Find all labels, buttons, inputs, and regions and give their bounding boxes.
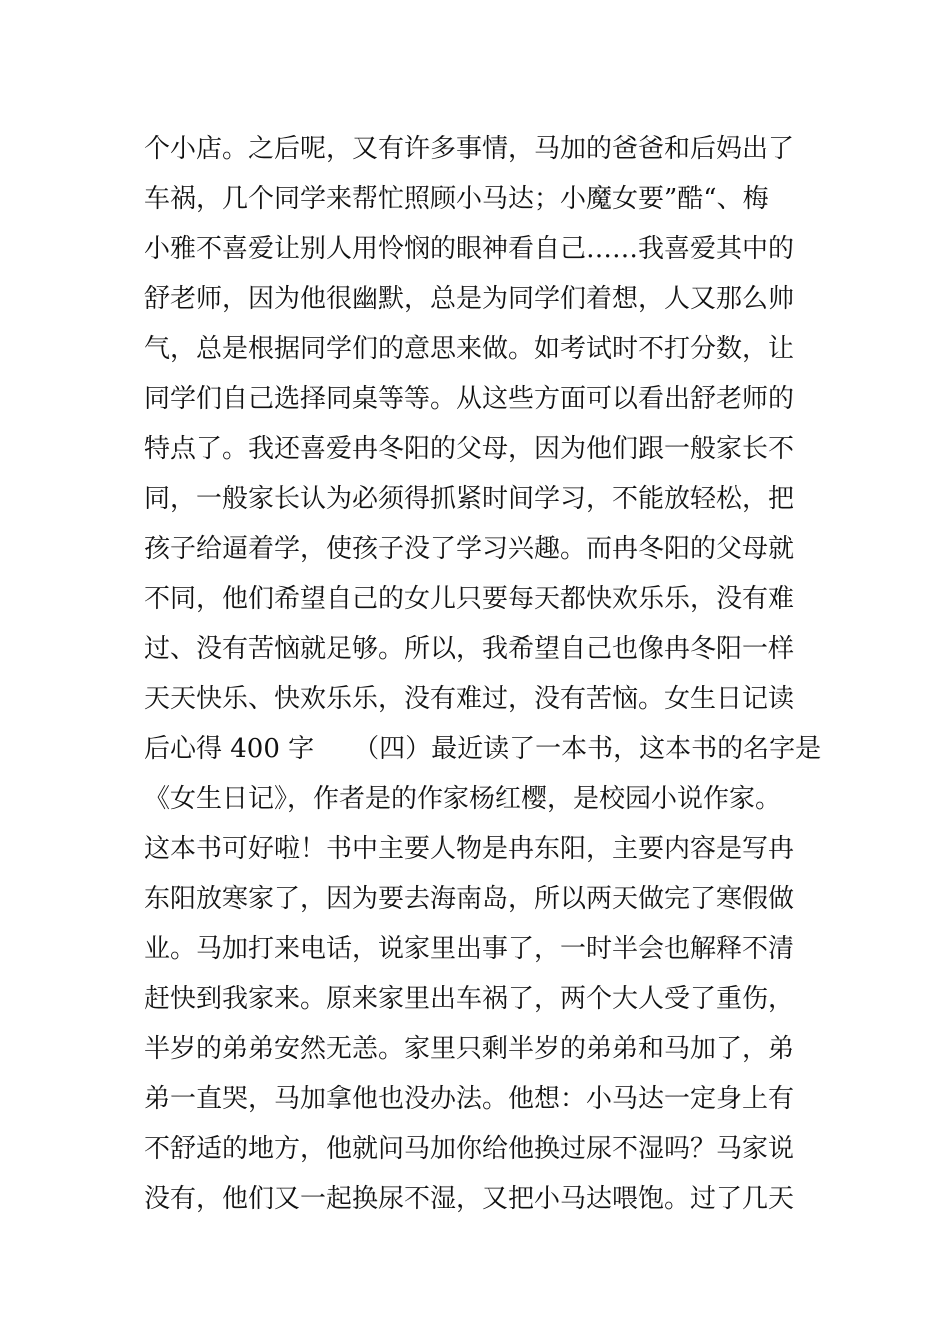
text-line-18: 赶快到我家来。原来家里出车祸了，两个大人受了重伤， — [144, 984, 795, 1014]
text-line-14: 《女生日记》，作者是的作家杨红樱，是校园小说作家。 — [144, 784, 782, 814]
text-line-22: 没有，他们又一起换尿不湿，又把小马达喂饱。过了几天 — [144, 1184, 795, 1214]
text-line-20: 弟一直哭，马加拿他也没办法。他想：小马达一定身上有 — [144, 1084, 795, 1114]
text-line-10: 不同，他们希望自己的女儿只要每天都快欢乐乐，没有难 — [144, 584, 795, 614]
text-line-4: 舒老师，因为他很幽默，总是为同学们着想，人又那么帅 — [144, 284, 795, 314]
text-line-21: 不舒适的地方，他就问马加你给他换过尿不湿吗？马家说 — [144, 1134, 795, 1164]
text-line-19: 半岁的弟弟安然无恙。家里只剩半岁的弟弟和马加了，弟 — [144, 1034, 795, 1064]
text-line-11: 过、没有苦恼就足够。所以，我希望自己也像冉冬阳一样 — [144, 634, 795, 664]
body-text — [144, 124, 822, 1224]
text-line-5: 气，总是根据同学们的意思来做。如考试时不打分数，让 — [144, 334, 795, 364]
text-line-9: 孩子给逼着学，使孩子没了学习兴趣。而冉冬阳的父母就 — [144, 534, 795, 564]
text-line-6: 同学们自己选择同桌等等。从这些方面可以看出舒老师的 — [144, 384, 795, 414]
text-line-2: 车祸，几个同学来帮忙照顾小马达；小魔女要”酷“、梅 — [144, 184, 769, 214]
text-line-8: 同，一般家长认为必须得抓紧时间学习，不能放轻松，把 — [144, 484, 795, 514]
text-line-1: 个小店。之后呢，又有许多事情，马加的爸爸和后妈出了 — [144, 134, 795, 164]
text-line-16: 东阳放寒家了，因为要去海南岛，所以两天做完了寒假做 — [144, 884, 795, 914]
text-line-3: 小雅不喜爱让别人用怜悯的眼神看自己……我喜爱其中的 — [144, 234, 795, 264]
text-line-12: 天天快乐、快欢乐乐，没有难过，没有苦恼。女生日记读 — [144, 684, 795, 714]
text-line-17: 业。马加打来电话，说家里出事了，一时半会也解释不清 — [144, 934, 795, 964]
text-line-7: 特点了。我还喜爱冉冬阳的父母，因为他们跟一般家长不 — [144, 434, 795, 464]
text-line-13: 后心得 400 字 （四）最近读了一本书，这本书的名字是 — [144, 734, 822, 764]
text-line-15: 这本书可好啦！书中主要人物是冉东阳，主要内容是写冉 — [144, 834, 795, 864]
